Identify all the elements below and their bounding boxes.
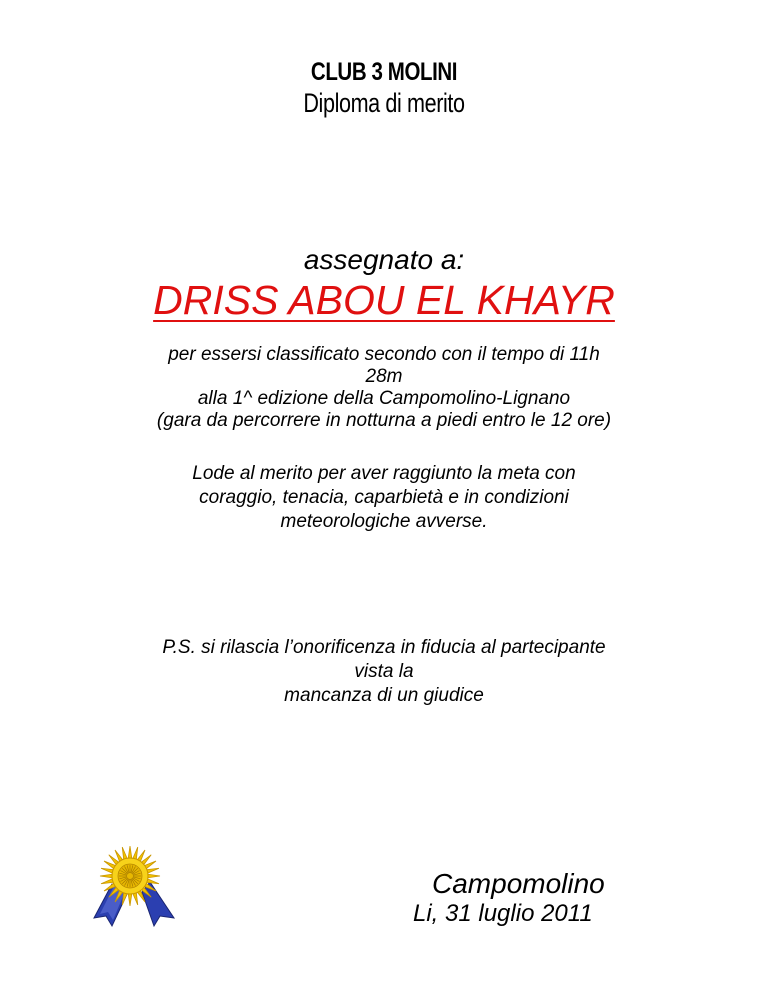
place-name: Campomolino: [432, 868, 605, 899]
praise-paragraph: [0, 462, 768, 534]
issue-date: Li, 31 luglio 2011: [413, 900, 593, 927]
diploma-title: Diploma di merito: [303, 88, 465, 118]
award-rosette-icon: [90, 840, 180, 930]
praise-line: meteorologiche avverse.: [280, 511, 488, 532]
postscript-line: P.S. si rilascia l’onorificenza in fiducia al partecipante: [162, 637, 606, 658]
recipient-name: DRISS ABOU EL KHAYR: [153, 277, 615, 323]
praise-line: coraggio, tenacia, caparbietà e in condizioni: [199, 487, 569, 508]
description-paragraph: [0, 344, 768, 432]
description-line: alla 1^ edizione della Campomolino-Lignano: [197, 388, 571, 409]
postscript-line: vista la: [354, 661, 414, 682]
description-line: (gara da percorrere in notturna a piedi entro le 12 ore): [156, 410, 612, 431]
praise-line: Lode al merito per aver raggiunto la meta con: [192, 463, 576, 484]
assigned-label: assegnato a:: [303, 244, 465, 275]
club-name: CLUB 3 MOLINI: [310, 58, 458, 86]
postscript-line: mancanza di un giudice: [284, 685, 484, 706]
postscript-paragraph: [0, 636, 768, 708]
description-line: per essersi classificato secondo con il tempo di 11h: [168, 344, 600, 365]
description-line: 28m: [365, 366, 403, 387]
